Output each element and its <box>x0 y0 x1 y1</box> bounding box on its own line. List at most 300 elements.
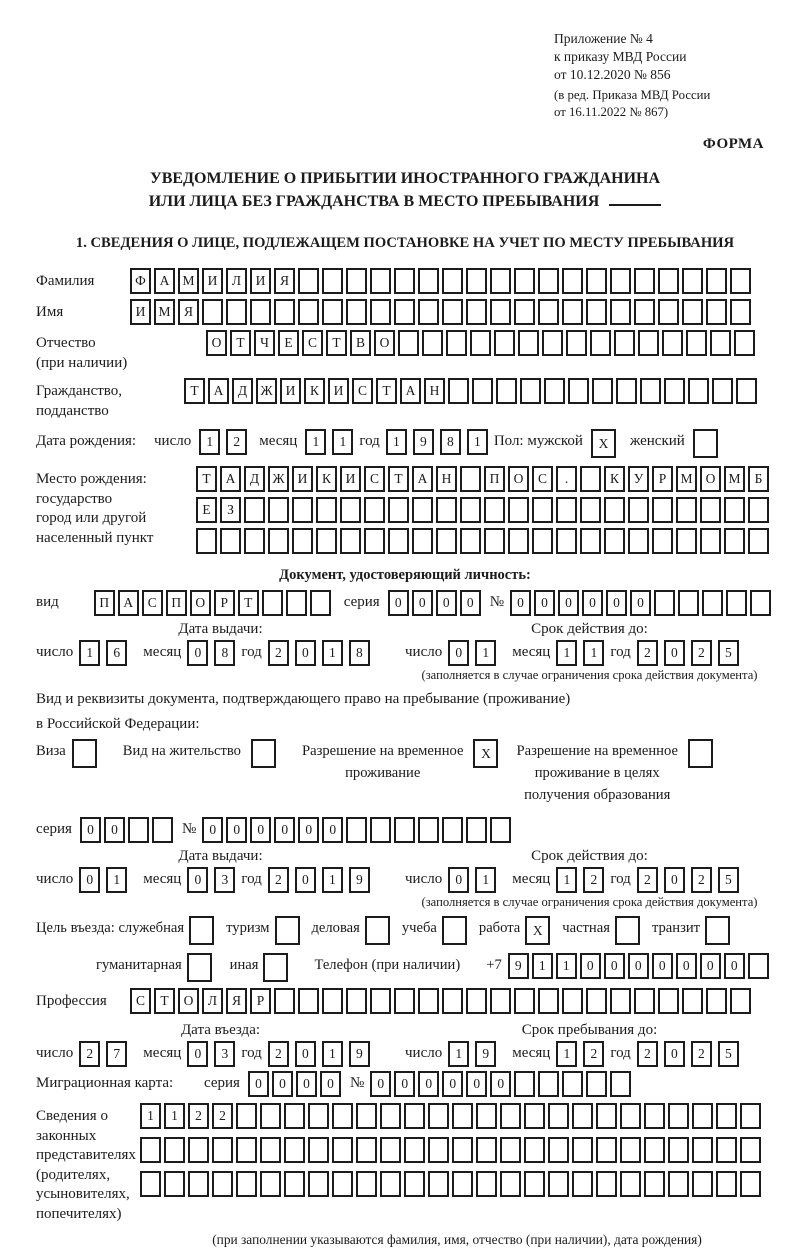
char-cell[interactable]: М <box>724 466 745 492</box>
char-cell[interactable] <box>284 1103 305 1129</box>
char-cell[interactable] <box>472 378 493 404</box>
char-cell[interactable]: 2 <box>583 867 604 893</box>
char-cell[interactable] <box>664 378 685 404</box>
char-cell[interactable] <box>292 497 313 523</box>
char-cell[interactable] <box>544 378 565 404</box>
char-cell[interactable] <box>610 268 631 294</box>
char-cell[interactable] <box>614 330 635 356</box>
char-cell[interactable] <box>284 1171 305 1197</box>
char-cell[interactable]: Т <box>196 466 217 492</box>
char-cell[interactable]: 9 <box>413 429 434 455</box>
char-cell[interactable] <box>356 1137 377 1163</box>
char-cell[interactable] <box>562 988 583 1014</box>
char-cell[interactable] <box>394 988 415 1014</box>
char-cell[interactable] <box>634 268 655 294</box>
char-cell[interactable] <box>682 988 703 1014</box>
char-cell[interactable]: 0 <box>664 640 685 666</box>
char-cell[interactable] <box>572 1171 593 1197</box>
char-cell[interactable] <box>418 268 439 294</box>
char-cell[interactable] <box>658 299 679 325</box>
char-cell[interactable]: Л <box>226 268 247 294</box>
char-cell[interactable] <box>538 299 559 325</box>
char-cell[interactable] <box>724 528 745 554</box>
char-cell[interactable] <box>284 1137 305 1163</box>
char-cell[interactable]: 1 <box>467 429 488 455</box>
char-cell[interactable]: К <box>316 466 337 492</box>
char-cell[interactable] <box>262 590 283 616</box>
char-cell[interactable]: 1 <box>556 867 577 893</box>
char-cell[interactable] <box>442 299 463 325</box>
char-cell[interactable] <box>580 497 601 523</box>
char-cell[interactable] <box>251 739 276 768</box>
char-cell[interactable]: И <box>130 299 151 325</box>
char-cell[interactable]: 1 <box>322 867 343 893</box>
char-cell[interactable] <box>716 1171 737 1197</box>
char-cell[interactable] <box>496 378 517 404</box>
char-cell[interactable] <box>615 916 640 945</box>
char-cell[interactable]: С <box>130 988 151 1014</box>
char-cell[interactable]: С <box>352 378 373 404</box>
char-cell[interactable]: . <box>556 466 577 492</box>
char-cell[interactable] <box>724 497 745 523</box>
char-cell[interactable] <box>706 299 727 325</box>
char-cell[interactable] <box>706 988 727 1014</box>
char-cell[interactable] <box>442 268 463 294</box>
char-cell[interactable]: Ч <box>254 330 275 356</box>
char-cell[interactable] <box>236 1171 257 1197</box>
char-cell[interactable]: Р <box>214 590 235 616</box>
char-cell[interactable] <box>72 739 97 768</box>
char-cell[interactable] <box>466 988 487 1014</box>
char-cell[interactable] <box>370 988 391 1014</box>
char-cell[interactable] <box>274 988 295 1014</box>
char-cell[interactable] <box>452 1137 473 1163</box>
char-cell[interactable]: Р <box>652 466 673 492</box>
char-cell[interactable]: 0 <box>652 953 673 979</box>
char-cell[interactable] <box>364 528 385 554</box>
char-cell[interactable] <box>346 268 367 294</box>
char-cell[interactable] <box>638 330 659 356</box>
char-cell[interactable]: И <box>292 466 313 492</box>
char-cell[interactable] <box>644 1171 665 1197</box>
char-cell[interactable]: С <box>302 330 323 356</box>
char-cell[interactable] <box>394 817 415 843</box>
char-cell[interactable] <box>476 1137 497 1163</box>
char-cell[interactable]: 8 <box>214 640 235 666</box>
char-cell[interactable] <box>620 1103 641 1129</box>
char-cell[interactable]: 0 <box>490 1071 511 1097</box>
char-cell[interactable]: X <box>525 916 550 945</box>
char-cell[interactable] <box>592 378 613 404</box>
char-cell[interactable] <box>740 1137 761 1163</box>
char-cell[interactable]: А <box>412 466 433 492</box>
char-cell[interactable] <box>346 817 367 843</box>
char-cell[interactable] <box>494 330 515 356</box>
char-cell[interactable] <box>140 1171 161 1197</box>
char-cell[interactable]: X <box>473 739 498 768</box>
char-cell[interactable] <box>644 1103 665 1129</box>
char-cell[interactable] <box>380 1103 401 1129</box>
char-cell[interactable] <box>292 528 313 554</box>
char-cell[interactable] <box>500 1171 521 1197</box>
char-cell[interactable]: 0 <box>295 640 316 666</box>
char-cell[interactable] <box>316 528 337 554</box>
char-cell[interactable] <box>244 497 265 523</box>
char-cell[interactable]: С <box>532 466 553 492</box>
char-cell[interactable] <box>644 1137 665 1163</box>
char-cell[interactable]: А <box>400 378 421 404</box>
char-cell[interactable]: 0 <box>724 953 745 979</box>
char-cell[interactable] <box>688 739 713 768</box>
char-cell[interactable]: 1 <box>556 1041 577 1067</box>
char-cell[interactable]: Т <box>184 378 205 404</box>
char-cell[interactable]: 2 <box>637 867 658 893</box>
char-cell[interactable]: 0 <box>436 590 457 616</box>
char-cell[interactable] <box>346 299 367 325</box>
char-cell[interactable]: Я <box>226 988 247 1014</box>
char-cell[interactable] <box>422 330 443 356</box>
char-cell[interactable] <box>610 1071 631 1097</box>
char-cell[interactable] <box>226 299 247 325</box>
char-cell[interactable] <box>398 330 419 356</box>
char-cell[interactable] <box>520 378 541 404</box>
char-cell[interactable]: 1 <box>106 867 127 893</box>
char-cell[interactable]: 2 <box>268 640 289 666</box>
char-cell[interactable] <box>164 1137 185 1163</box>
char-cell[interactable] <box>730 299 751 325</box>
char-cell[interactable]: 0 <box>628 953 649 979</box>
char-cell[interactable] <box>260 1137 281 1163</box>
char-cell[interactable] <box>726 590 747 616</box>
char-cell[interactable] <box>556 528 577 554</box>
char-cell[interactable] <box>212 1171 233 1197</box>
char-cell[interactable]: Ф <box>130 268 151 294</box>
char-cell[interactable]: 0 <box>298 817 319 843</box>
char-cell[interactable]: Д <box>244 466 265 492</box>
char-cell[interactable]: 0 <box>226 817 247 843</box>
char-cell[interactable] <box>442 988 463 1014</box>
char-cell[interactable]: 1 <box>79 640 100 666</box>
char-cell[interactable] <box>702 590 723 616</box>
char-cell[interactable] <box>596 1103 617 1129</box>
char-cell[interactable] <box>730 268 751 294</box>
char-cell[interactable]: 1 <box>475 867 496 893</box>
char-cell[interactable]: Ж <box>268 466 289 492</box>
char-cell[interactable] <box>340 497 361 523</box>
char-cell[interactable]: 0 <box>582 590 603 616</box>
char-cell[interactable]: 0 <box>664 1041 685 1067</box>
char-cell[interactable]: 0 <box>322 817 343 843</box>
char-cell[interactable] <box>490 299 511 325</box>
char-cell[interactable]: 0 <box>604 953 625 979</box>
char-cell[interactable] <box>189 916 214 945</box>
char-cell[interactable] <box>706 268 727 294</box>
char-cell[interactable] <box>188 1137 209 1163</box>
char-cell[interactable]: 9 <box>349 867 370 893</box>
char-cell[interactable]: 0 <box>394 1071 415 1097</box>
char-cell[interactable]: Т <box>326 330 347 356</box>
char-cell[interactable]: 2 <box>691 867 712 893</box>
char-cell[interactable] <box>212 1137 233 1163</box>
char-cell[interactable] <box>748 953 769 979</box>
char-cell[interactable]: 2 <box>691 640 712 666</box>
char-cell[interactable]: О <box>374 330 395 356</box>
char-cell[interactable]: Т <box>238 590 259 616</box>
char-cell[interactable] <box>604 528 625 554</box>
char-cell[interactable] <box>514 988 535 1014</box>
char-cell[interactable] <box>322 299 343 325</box>
char-cell[interactable] <box>220 528 241 554</box>
char-cell[interactable]: 0 <box>187 640 208 666</box>
char-cell[interactable]: 1 <box>322 1041 343 1067</box>
char-cell[interactable] <box>332 1103 353 1129</box>
char-cell[interactable]: 2 <box>637 640 658 666</box>
char-cell[interactable]: Н <box>424 378 445 404</box>
char-cell[interactable]: 1 <box>386 429 407 455</box>
char-cell[interactable] <box>518 330 539 356</box>
char-cell[interactable] <box>580 528 601 554</box>
char-cell[interactable]: С <box>364 466 385 492</box>
char-cell[interactable]: 0 <box>187 867 208 893</box>
char-cell[interactable] <box>298 988 319 1014</box>
char-cell[interactable]: Т <box>376 378 397 404</box>
char-cell[interactable] <box>586 299 607 325</box>
char-cell[interactable] <box>676 528 697 554</box>
char-cell[interactable]: 0 <box>448 640 469 666</box>
char-cell[interactable] <box>308 1171 329 1197</box>
char-cell[interactable] <box>604 497 625 523</box>
char-cell[interactable] <box>562 299 583 325</box>
char-cell[interactable]: 0 <box>534 590 555 616</box>
char-cell[interactable] <box>436 528 457 554</box>
char-cell[interactable]: 0 <box>510 590 531 616</box>
char-cell[interactable] <box>682 268 703 294</box>
char-cell[interactable] <box>662 330 683 356</box>
char-cell[interactable] <box>652 497 673 523</box>
char-cell[interactable] <box>260 1171 281 1197</box>
char-cell[interactable]: 3 <box>214 1041 235 1067</box>
char-cell[interactable]: И <box>340 466 361 492</box>
char-cell[interactable]: 0 <box>448 867 469 893</box>
char-cell[interactable] <box>730 988 751 1014</box>
char-cell[interactable] <box>394 299 415 325</box>
char-cell[interactable]: 2 <box>226 429 247 455</box>
char-cell[interactable]: 1 <box>556 953 577 979</box>
char-cell[interactable]: 1 <box>556 640 577 666</box>
char-cell[interactable]: И <box>202 268 223 294</box>
char-cell[interactable] <box>514 268 535 294</box>
char-cell[interactable] <box>572 1103 593 1129</box>
char-cell[interactable] <box>658 268 679 294</box>
char-cell[interactable] <box>418 299 439 325</box>
char-cell[interactable] <box>532 528 553 554</box>
char-cell[interactable] <box>538 1071 559 1097</box>
char-cell[interactable]: 0 <box>295 867 316 893</box>
char-cell[interactable] <box>572 1137 593 1163</box>
char-cell[interactable] <box>332 1137 353 1163</box>
char-cell[interactable]: И <box>280 378 301 404</box>
char-cell[interactable]: М <box>676 466 697 492</box>
char-cell[interactable] <box>128 817 149 843</box>
char-cell[interactable]: 1 <box>322 640 343 666</box>
char-cell[interactable] <box>460 528 481 554</box>
char-cell[interactable] <box>678 590 699 616</box>
char-cell[interactable]: 0 <box>320 1071 341 1097</box>
char-cell[interactable] <box>476 1171 497 1197</box>
char-cell[interactable]: К <box>604 466 625 492</box>
char-cell[interactable]: 0 <box>580 953 601 979</box>
char-cell[interactable] <box>404 1137 425 1163</box>
char-cell[interactable] <box>586 1071 607 1097</box>
char-cell[interactable] <box>716 1137 737 1163</box>
char-cell[interactable]: А <box>154 268 175 294</box>
char-cell[interactable]: 0 <box>272 1071 293 1097</box>
char-cell[interactable] <box>716 1103 737 1129</box>
char-cell[interactable]: 2 <box>268 867 289 893</box>
char-cell[interactable] <box>692 1171 713 1197</box>
char-cell[interactable]: 0 <box>664 867 685 893</box>
char-cell[interactable] <box>356 1103 377 1129</box>
char-cell[interactable] <box>682 299 703 325</box>
char-cell[interactable]: 8 <box>440 429 461 455</box>
char-cell[interactable]: 5 <box>718 640 739 666</box>
char-cell[interactable]: З <box>220 497 241 523</box>
char-cell[interactable] <box>388 528 409 554</box>
char-cell[interactable]: 0 <box>80 817 101 843</box>
char-cell[interactable] <box>244 528 265 554</box>
char-cell[interactable]: 0 <box>460 590 481 616</box>
char-cell[interactable] <box>188 1171 209 1197</box>
char-cell[interactable]: 8 <box>349 640 370 666</box>
char-cell[interactable] <box>418 817 439 843</box>
char-cell[interactable]: 0 <box>79 867 100 893</box>
char-cell[interactable] <box>640 378 661 404</box>
char-cell[interactable] <box>634 299 655 325</box>
char-cell[interactable]: 0 <box>558 590 579 616</box>
char-cell[interactable]: П <box>94 590 115 616</box>
char-cell[interactable] <box>452 1103 473 1129</box>
char-cell[interactable] <box>668 1171 689 1197</box>
char-cell[interactable] <box>490 988 511 1014</box>
char-cell[interactable] <box>388 497 409 523</box>
char-cell[interactable] <box>566 330 587 356</box>
char-cell[interactable]: 3 <box>214 867 235 893</box>
char-cell[interactable] <box>734 330 755 356</box>
char-cell[interactable] <box>322 268 343 294</box>
char-cell[interactable] <box>236 1137 257 1163</box>
char-cell[interactable]: 2 <box>268 1041 289 1067</box>
char-cell[interactable] <box>676 497 697 523</box>
char-cell[interactable] <box>538 268 559 294</box>
char-cell[interactable]: Р <box>250 988 271 1014</box>
char-cell[interactable]: 1 <box>305 429 326 455</box>
char-cell[interactable] <box>428 1103 449 1129</box>
char-cell[interactable] <box>596 1137 617 1163</box>
char-cell[interactable]: 2 <box>188 1103 209 1129</box>
char-cell[interactable]: И <box>328 378 349 404</box>
char-cell[interactable] <box>620 1171 641 1197</box>
char-cell[interactable]: 0 <box>676 953 697 979</box>
char-cell[interactable] <box>692 1137 713 1163</box>
char-cell[interactable] <box>484 528 505 554</box>
char-cell[interactable]: 0 <box>466 1071 487 1097</box>
char-cell[interactable] <box>340 528 361 554</box>
char-cell[interactable] <box>364 497 385 523</box>
char-cell[interactable]: 0 <box>370 1071 391 1097</box>
char-cell[interactable]: О <box>700 466 721 492</box>
char-cell[interactable] <box>712 378 733 404</box>
char-cell[interactable] <box>460 497 481 523</box>
char-cell[interactable] <box>736 378 757 404</box>
char-cell[interactable] <box>442 916 467 945</box>
char-cell[interactable] <box>370 299 391 325</box>
char-cell[interactable] <box>490 268 511 294</box>
char-cell[interactable]: И <box>250 268 271 294</box>
char-cell[interactable] <box>668 1103 689 1129</box>
char-cell[interactable]: Т <box>154 988 175 1014</box>
char-cell[interactable]: 9 <box>475 1041 496 1067</box>
char-cell[interactable] <box>452 1171 473 1197</box>
char-cell[interactable]: 5 <box>718 867 739 893</box>
char-cell[interactable] <box>250 299 271 325</box>
char-cell[interactable] <box>562 268 583 294</box>
char-cell[interactable] <box>268 528 289 554</box>
char-cell[interactable] <box>196 528 217 554</box>
char-cell[interactable] <box>668 1137 689 1163</box>
char-cell[interactable] <box>356 1171 377 1197</box>
char-cell[interactable] <box>692 1103 713 1129</box>
char-cell[interactable] <box>448 378 469 404</box>
char-cell[interactable]: 1 <box>140 1103 161 1129</box>
char-cell[interactable]: 0 <box>295 1041 316 1067</box>
char-cell[interactable] <box>748 497 769 523</box>
char-cell[interactable]: 0 <box>388 590 409 616</box>
char-cell[interactable]: 0 <box>250 817 271 843</box>
char-cell[interactable] <box>538 988 559 1014</box>
char-cell[interactable] <box>620 1137 641 1163</box>
char-cell[interactable]: У <box>628 466 649 492</box>
char-cell[interactable] <box>428 1171 449 1197</box>
char-cell[interactable]: 6 <box>106 640 127 666</box>
char-cell[interactable] <box>442 817 463 843</box>
char-cell[interactable] <box>365 916 390 945</box>
char-cell[interactable]: 2 <box>583 1041 604 1067</box>
char-cell[interactable]: А <box>220 466 241 492</box>
char-cell[interactable] <box>484 497 505 523</box>
char-cell[interactable]: 0 <box>202 817 223 843</box>
char-cell[interactable] <box>652 528 673 554</box>
char-cell[interactable]: 1 <box>475 640 496 666</box>
char-cell[interactable] <box>500 1137 521 1163</box>
char-cell[interactable]: М <box>154 299 175 325</box>
char-cell[interactable]: 9 <box>508 953 529 979</box>
char-cell[interactable] <box>466 268 487 294</box>
char-cell[interactable]: 1 <box>448 1041 469 1067</box>
char-cell[interactable]: Н <box>436 466 457 492</box>
char-cell[interactable]: 1 <box>164 1103 185 1129</box>
char-cell[interactable] <box>310 590 331 616</box>
char-cell[interactable] <box>412 497 433 523</box>
char-cell[interactable]: О <box>508 466 529 492</box>
char-cell[interactable] <box>610 299 631 325</box>
char-cell[interactable] <box>586 988 607 1014</box>
char-cell[interactable] <box>568 378 589 404</box>
char-cell[interactable] <box>412 528 433 554</box>
char-cell[interactable] <box>418 988 439 1014</box>
char-cell[interactable] <box>370 817 391 843</box>
char-cell[interactable] <box>628 528 649 554</box>
char-cell[interactable] <box>700 528 721 554</box>
